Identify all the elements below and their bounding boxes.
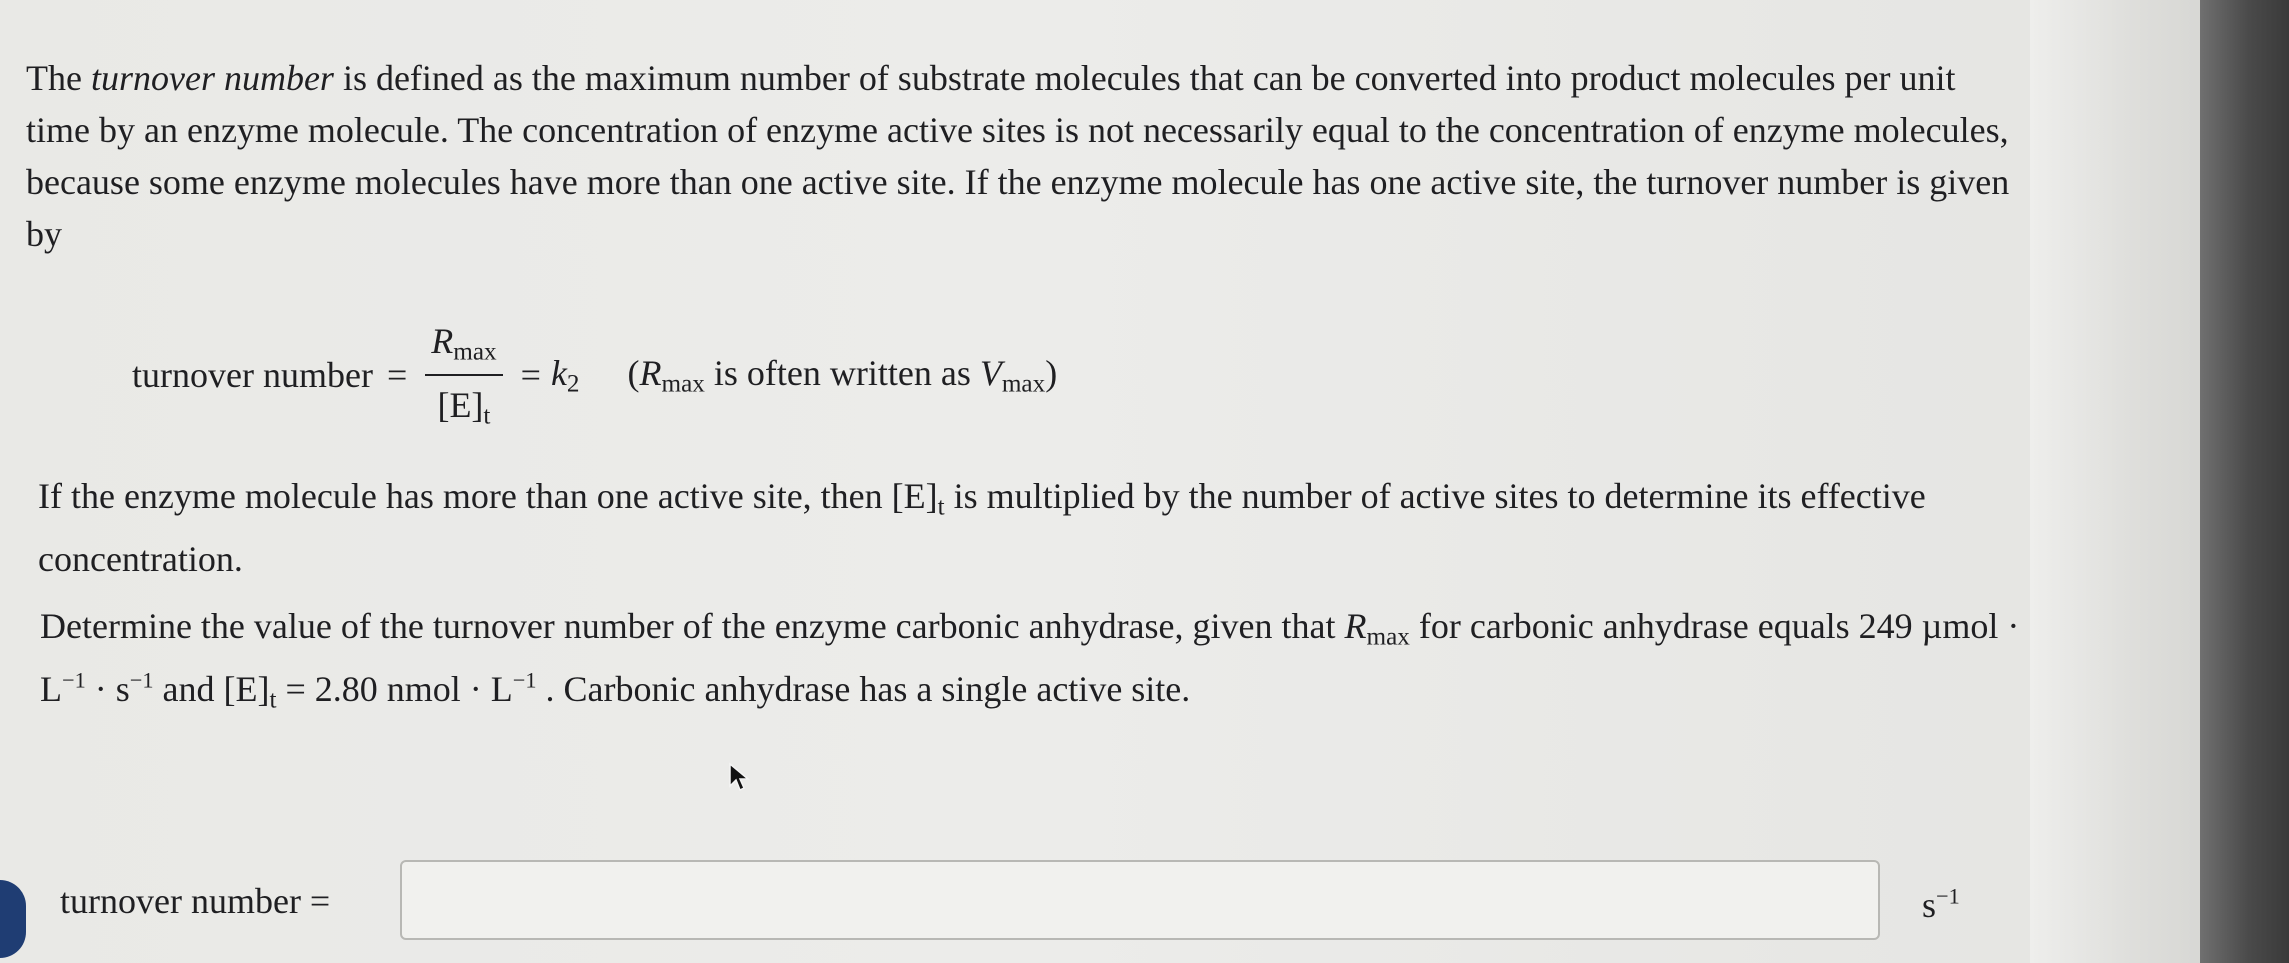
task-paragraph	[40, 600, 2020, 727]
intro-text-rest: is defined as the maximum number of substrate molecules that can be converted into product molecules per unit time by an enzyme molecule. The concentration of enzyme active sites is not necessarily equal to the concentration of enzyme molecules, because some enzyme molecules have more than one active site. If the enzyme molecule has one active site, the turnover number is given by	[26, 58, 2010, 254]
multi-text-rest: is multiplied by the number of active sites to determine its effective concentration.	[38, 476, 1926, 580]
turnover-formula	[132, 320, 1057, 430]
task-text-2: for carbonic anhydrase equals 249 µmol · L	[40, 606, 2020, 710]
task-text-6: . Carbonic anhydrase has a single active site.	[536, 669, 1191, 710]
k-subscript: 2	[566, 370, 580, 398]
task-sup-3: −1	[512, 667, 537, 693]
fraction-numerator	[425, 320, 502, 376]
note-v-subscript: max	[1001, 370, 1046, 398]
answer-row	[0, 860, 2030, 950]
note-r-symbol: R	[639, 352, 662, 393]
task-r-subscript: max	[1366, 623, 1410, 651]
task-text-1: Determine the value of the turnover number of the enzyme carbonic anhydrase, given that	[40, 606, 1345, 646]
rmax-symbol: R	[431, 320, 454, 361]
task-r-symbol: R	[1344, 606, 1367, 646]
formula-equals-2: =	[520, 355, 541, 395]
turnover-number-input[interactable]	[400, 860, 1880, 940]
screen-edge	[2200, 0, 2289, 963]
task-text-5: = 2.80 nmol · L	[276, 669, 513, 710]
formula-equals: =	[386, 355, 408, 395]
note-v-symbol: V	[979, 352, 1002, 393]
fraction-denominator	[431, 376, 496, 430]
k2-term	[551, 352, 580, 398]
rmax-subscript: max	[453, 338, 497, 365]
unit-base: s	[1922, 885, 1937, 925]
formula-fraction	[425, 320, 502, 431]
intro-text-start: The	[26, 58, 91, 98]
note-open-paren: (	[627, 352, 640, 393]
enzyme-concentration-symbol: [E]	[437, 385, 484, 425]
task-e-subscript: t	[269, 686, 277, 714]
task-sup-1: −1	[62, 667, 86, 693]
k-symbol: k	[550, 352, 567, 393]
unit-exponent: −1	[1936, 883, 1960, 909]
multi-subscript: t	[937, 493, 945, 521]
note-r-subscript: max	[661, 370, 705, 398]
formula-note	[628, 352, 1058, 398]
answer-unit	[1922, 884, 1960, 926]
enzyme-concentration-subscript: t	[483, 402, 491, 430]
task-sup-2: −1	[129, 667, 154, 693]
mouse-pointer-icon	[728, 762, 752, 792]
turnover-number-term: turnover number	[90, 58, 334, 98]
task-text-3: · s	[85, 669, 130, 710]
note-text: is often written as	[704, 352, 980, 393]
answer-label: turnover number =	[60, 881, 331, 921]
note-close-paren: )	[1045, 352, 1058, 393]
multiple-sites-paragraph	[38, 470, 1968, 585]
task-text-4: and [E]	[153, 669, 270, 710]
intro-paragraph	[26, 52, 2016, 260]
formula-lhs: turnover number	[132, 355, 373, 395]
multi-text-start: If the enzyme molecule has more than one active site, then [E]	[38, 476, 938, 516]
